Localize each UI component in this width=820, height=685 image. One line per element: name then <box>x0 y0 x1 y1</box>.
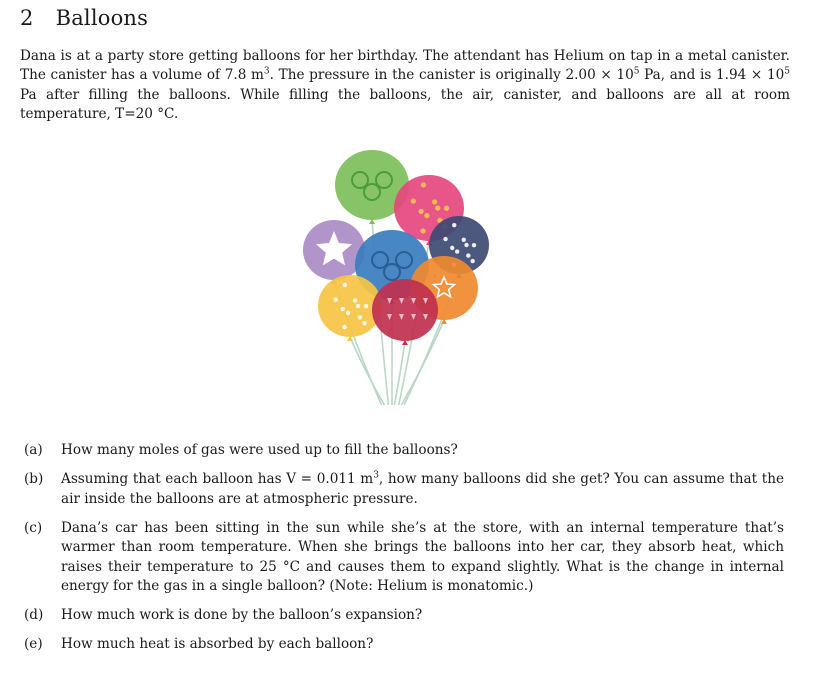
section-title: Balloons <box>55 6 149 30</box>
question-c <box>24 519 784 597</box>
question-d <box>24 606 784 626</box>
intro-text-4: Pa after filling the balloons. While filling the balloons, the air, canister, and balloons are all at room temperature, T=20 °C. <box>20 86 790 122</box>
intro-sup-1: 3 <box>263 66 270 77</box>
question-label: (c) <box>24 519 43 536</box>
intro-text-1: Dana is at a party store getting balloons for her birthday. The attendant has Helium on tap in a metal canister. The canister has a volume of 7.8 m <box>20 48 790 84</box>
question-text: How many moles of gas were used up to fill the balloons? <box>61 442 458 458</box>
question-text-post: , how many balloons did she get? You can assume that the air inside the balloons are at atmospheric pressure. <box>61 471 784 507</box>
intro-sup-3: 5 <box>784 66 791 77</box>
question-text: How much work is done by the balloon’s expansion? <box>61 607 423 623</box>
question-list <box>24 441 784 664</box>
question-text: Dana’s car has been sitting in the sun while she’s at the store, with an internal temperature that’s warmer than room temperature. When she brings the balloons into her car, they absorb heat, which raises their temperature to 25 °C and causes them to expand slightly. What is the change in internal energy for the gas in a single balloon? (Note: Helium is monatomic.) <box>61 519 784 594</box>
balloon-purple <box>303 220 365 284</box>
balloon-bunch-svg <box>292 150 492 410</box>
question-label: (a) <box>24 442 43 458</box>
question-sup: 3 <box>373 470 379 481</box>
question-e <box>24 635 784 655</box>
section-number: 2 <box>20 6 34 30</box>
balloon-bunch-illustration <box>292 150 492 410</box>
balloon-string <box>394 341 405 405</box>
question-label: (b) <box>24 471 44 487</box>
question-b <box>24 470 784 509</box>
question-label: (d) <box>24 607 44 623</box>
question-text-pre: Assuming that each balloon has V = 0.011 m <box>61 471 374 487</box>
intro-text-2: . The pressure in the canister is originally 2.00 × 10 <box>269 67 634 84</box>
section-heading <box>20 6 148 30</box>
problem-intro <box>20 47 790 124</box>
intro-sup-2: 5 <box>633 66 640 77</box>
question-a <box>24 441 784 461</box>
intro-text-3: Pa, and is 1.94 × 10 <box>639 67 785 84</box>
question-text: How much heat is absorbed by each balloon? <box>61 636 374 652</box>
question-label: (e) <box>24 636 43 652</box>
